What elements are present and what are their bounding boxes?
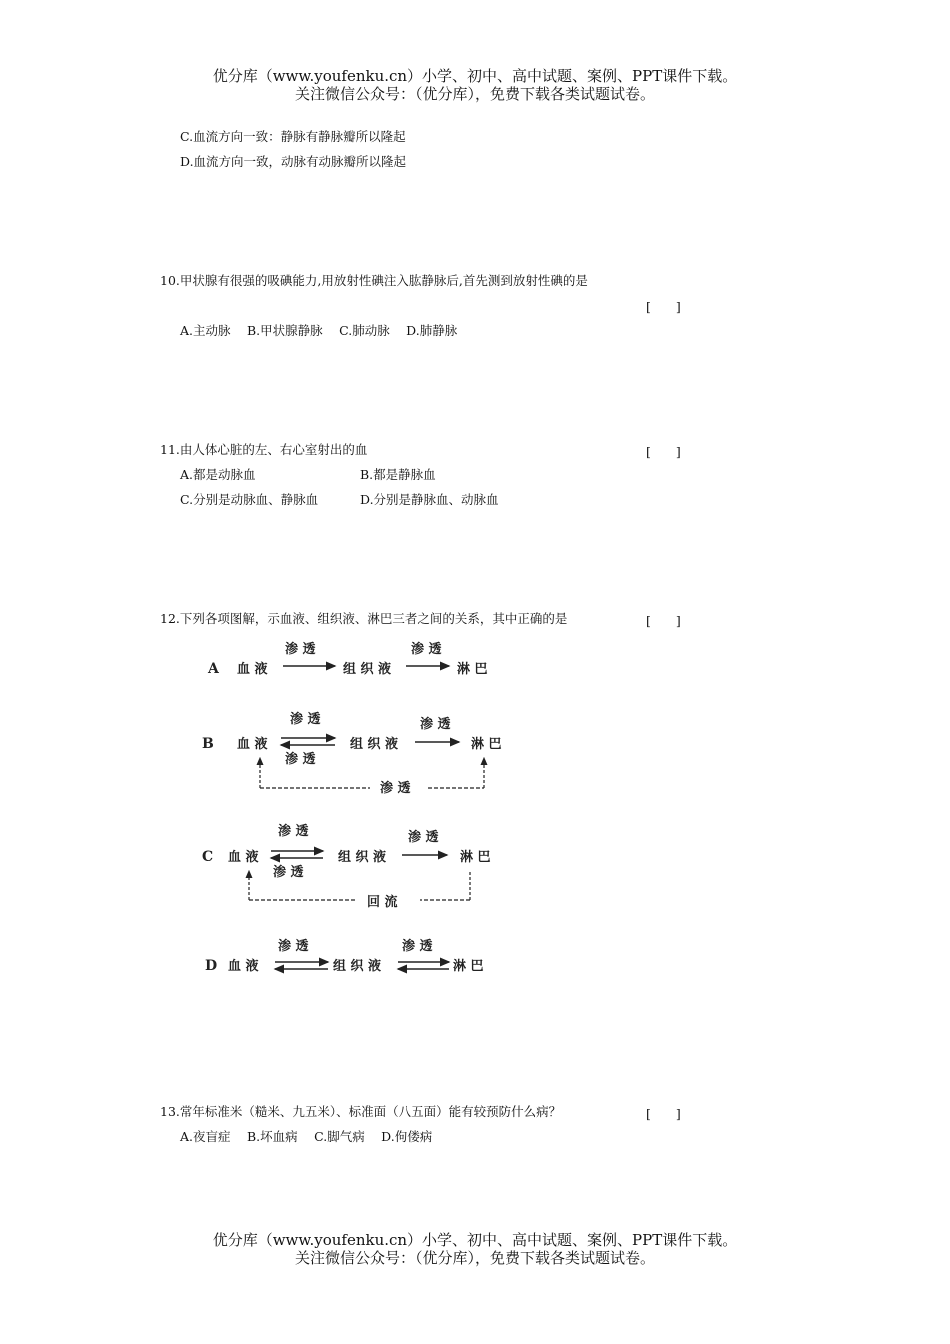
- diagram-c-osmosis-2: 渗 透: [408, 830, 439, 845]
- q12-answer-bracket: [ ]: [646, 613, 681, 628]
- diagram-d-letter: D: [205, 958, 218, 974]
- diagram-b-osmosis-2: 渗 透: [420, 717, 451, 732]
- page-header: [0, 67, 950, 103]
- q10-stem: 10.甲状腺有很强的吸碘能力,用放射性碘注入肱静脉后,首先测到放射性碘的是: [160, 273, 588, 288]
- q11-stem: 11.由人体心脏的左、右心室射出的血: [160, 442, 368, 457]
- diagram-d-blood: 血 液: [228, 959, 259, 974]
- diagram-b-tissue: 组 织 液: [350, 737, 399, 752]
- diagram-c-osmosis-bottom: 渗 透: [273, 865, 304, 880]
- q12-stem: 12.下列各项图解，示血液、组织液、淋巴三者之间的关系，其中正确的是: [160, 611, 568, 626]
- diagram-d-osmosis-1: 渗 透: [278, 939, 309, 954]
- diagram-a-lymph: 淋 巴: [457, 662, 488, 677]
- diagram-b-lymph: 淋 巴: [471, 737, 502, 752]
- q11-option-d: D.分别是静脉血、动脉血: [360, 492, 499, 507]
- diagram-a: [207, 641, 488, 677]
- diagram-a-letter: A: [208, 661, 219, 677]
- diagram-c-tissue: 组 织 液: [338, 850, 387, 865]
- diagram-d: [205, 938, 484, 974]
- footer-line-1: 优分库（www.youfenku.cn）小学、初中、高中试题、案例、PPT课件下载。: [212, 1231, 738, 1249]
- q11-option-a: A.都是动脉血: [180, 467, 256, 482]
- diagram-d-lymph: 淋 巴: [453, 959, 484, 974]
- q12-diagram: [195, 628, 515, 988]
- diagram-c-reflow-label: 回 流: [367, 895, 398, 910]
- q13-stem: 13.常年标准米（糙米、九五米）、标准面（八五面）能有较预防什么病？: [160, 1104, 562, 1119]
- footer-line-2: 关注微信公众号：（优分库），免费下载各类试题试卷。: [294, 1249, 655, 1267]
- diagram-d-osmosis-2: 渗 透: [402, 939, 433, 954]
- q13-answer-bracket: [ ]: [646, 1106, 681, 1121]
- diagram-c: [202, 823, 491, 910]
- diagram-c-lymph: 淋 巴: [460, 850, 491, 865]
- header-line-1: 优分库（www.youfenku.cn）小学、初中、高中试题、案例、PPT课件下载。: [212, 67, 738, 85]
- q13-options: A.夜盲症 B.坏血病 C.脚气病 D.佝偻病: [180, 1129, 433, 1144]
- q11-option-c: C.分别是动脉血、静脉血: [180, 492, 319, 507]
- q9-option-c: C.血流方向一致：静脉有静脉瓣所以隆起: [180, 129, 406, 144]
- diagram-c-osmosis-top: 渗 透: [278, 824, 309, 839]
- page-footer: [0, 1231, 950, 1267]
- q11-answer-bracket: [ ]: [646, 444, 681, 459]
- diagram-b-letter: B: [202, 736, 214, 752]
- diagram-b-osmosis-bottom: 渗 透: [285, 752, 316, 767]
- diagram-c-blood: 血 液: [228, 850, 259, 865]
- q10-answer-bracket: [ ]: [646, 299, 681, 314]
- diagram-b-osmosis-return: 渗 透: [380, 781, 411, 796]
- diagram-a-blood: 血 液: [237, 662, 268, 677]
- diagram-b: [202, 711, 502, 796]
- q9-option-d: D.血流方向一致，动脉有动脉瓣所以隆起: [180, 154, 407, 169]
- header-line-2: 关注微信公众号：（优分库），免费下载各类试题试卷。: [294, 85, 655, 103]
- diagram-d-tissue: 组 织 液: [333, 959, 382, 974]
- q10-options: A.主动脉 B.甲状腺静脉 C.肺动脉 D.肺静脉: [180, 323, 458, 338]
- diagram-a-osmosis-2: 渗 透: [411, 642, 442, 657]
- diagram-b-osmosis-top: 渗 透: [290, 712, 321, 727]
- q11-option-b: B.都是静脉血: [360, 467, 436, 482]
- diagram-b-blood: 血 液: [237, 737, 268, 752]
- diagram-a-osmosis-1: 渗 透: [285, 642, 316, 657]
- diagram-c-letter: C: [202, 849, 214, 865]
- diagram-a-tissue: 组 织 液: [343, 662, 392, 677]
